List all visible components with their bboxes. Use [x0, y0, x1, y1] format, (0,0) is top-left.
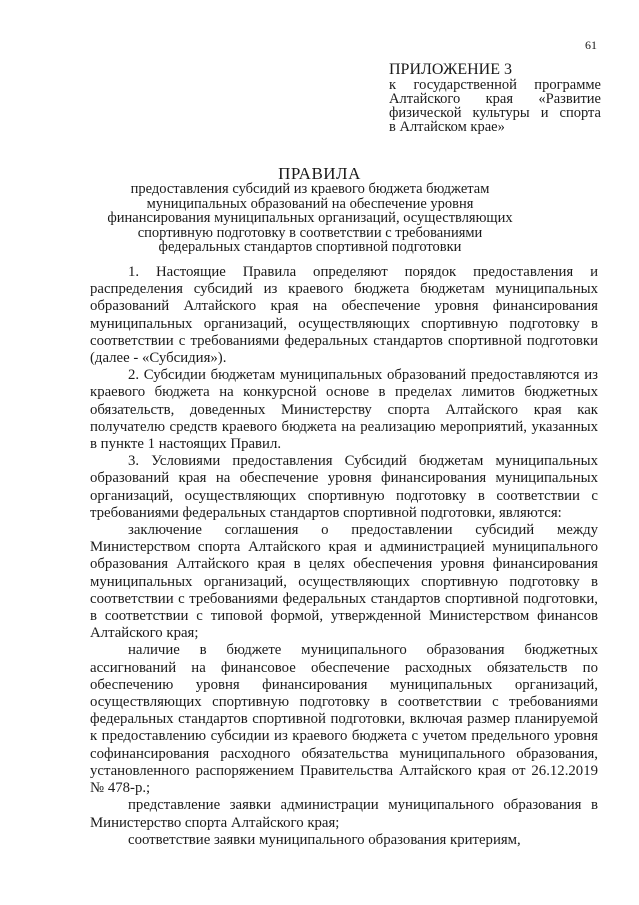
appendix-heading: ПРИЛОЖЕНИЕ 3 — [389, 61, 513, 78]
paragraph-1: 1. Настоящие Правила определяют порядок предоставления и распределения субсидий из краевого бюджета бюджетам муниципальных образований Алтайского края на обеспечение уровня финансирования муниципальных организаций, осуществляющих спортивную подготовку в соответствии с требованиями федеральных стандартов спортивной подготовки (далее - «Субсидия»). — [90, 264, 598, 367]
paragraph-2: 2. Субсидии бюджетам муниципальных образований предоставляются из краевого бюджета на конкурсной основе в пределах лимитов бюджетных обязательств, доведенных Министерству спорта Алтайского края как получателю средств краевого бюджета на реализацию мероприятий, указанных в пункте 1 настоящих Правил. — [90, 367, 598, 453]
paragraph-condition-criteria: соответствие заявки муниципального образования критериям, — [128, 831, 521, 848]
appendix-line: Алтайского края «Развитие — [389, 91, 601, 107]
appendix-line: физической культуры и спорта — [389, 105, 601, 121]
document-body — [90, 264, 598, 849]
appendix-line: к государственной программе — [389, 77, 601, 93]
page-number: 61 — [585, 38, 597, 52]
paragraph-condition-budget: наличие в бюджете муниципального образования бюджетных ассигнований на финансовое обеспечение расходных обязательств по обеспечению уровня финансирования муниципальных организаций, осуществляющих спортивную подготовку в соответствии с требованиями федеральных стандартов спортивной подготовки, включая размер планируемой к предоставлению субсидии из краевого бюджета с учетом предельного уровня софинансирования расходного обязательства муниципального образования, установленного распоряжением Правительства Алтайского края от 26.12.2019 № 478-р.; — [90, 642, 598, 797]
paragraph-condition-agreement: заключение соглашения о предоставлении субсидий между Министерством спорта Алтайского края и администрацией муниципального образования Алтайского края в целях обеспечения уровня финансирования муниципальных организаций, осуществляющих спортивную подготовку в соответствии с требованиями федеральных стандартов спортивной подготовки, в соответствии с типовой формой, утвержденной Министерством финансов Алтайского края; — [90, 522, 598, 642]
paragraph-condition-application: представление заявки администрации муниципального образования в Министерство спорта Алтайского края; — [90, 797, 598, 831]
paragraph-3: 3. Условиями предоставления Субсидий бюджетам муниципальных образований края на обеспечение уровня финансирования муниципальных организаций, осуществляющих спортивную подготовку в соответствии с требованиями федеральных стандартов спортивной подготовки, являются: — [90, 453, 598, 521]
appendix-line: в Алтайском крае» — [389, 119, 505, 135]
appendix-block — [389, 62, 601, 134]
document-title: ПРАВИЛА — [278, 164, 361, 183]
document-subtitle: предоставления субсидий из краевого бюджета бюджетам муниципальных образований на обеспечение уровня финансирования муниципальных организаций, осуществляющих спортивную подготовку в соответствии с требованиями федеральных стандартов спортивной подготовки — [107, 181, 513, 256]
